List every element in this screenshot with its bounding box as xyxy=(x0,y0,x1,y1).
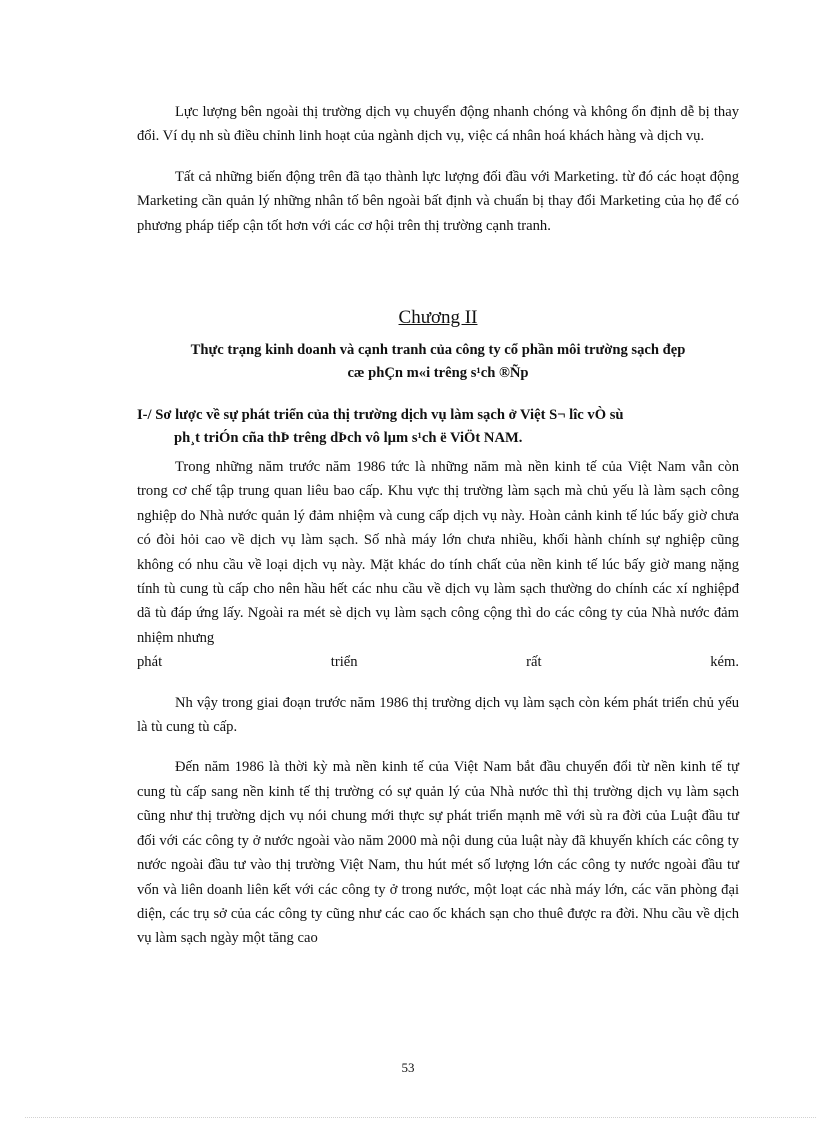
paragraph-3-last-line: phát triển rất kém. xyxy=(137,654,739,671)
paragraph-3: Trong những năm trước năm 1986 tức là những năm mà nền kinh tế của Việt Nam vẫn còn trong cơ chế tập trung quan liêu bao cấp. Khu vực thị trường làm sạch mà chủ yếu là làm sạch công nghiệp do Nhà nước quản lý đảm nhiệm và cung cấp dịch vụ này. Hoàn cảnh kinh tế lúc bấy giờ chưa có đòi hỏi cao về dịch vụ làm sạch. Số nhà máy lớn chưa nhiều, khối hành chính sự nghiệp cũng không có nhu cầu về loại dịch vụ này. Mặt khác do tính chất của nền kinh tế lúc bấy giờ mang nặng tính tù cung tù cấp cho nên hầu hết các nhu cầu về dịch vụ làm sạch thường do chính các xí nghiệpđ dã tù đáp ứng lấy. Ngoài ra mét sè dịch vụ làm sạch công cộng thì do các công ty của Nhà nước đảm nhiệm nhưng xyxy=(137,459,739,646)
paragraph-1: Lực lượng bên ngoài thị trường dịch vụ chuyển động nhanh chóng và không ổn định dễ bị thay đổi. Ví dụ nh sù điều chỉnh linh hoạt của ngành dịch vụ, việc cá nhân hoá khách hàng và dịch vụ. xyxy=(137,104,739,145)
section-heading-line2: ph¸t triÓn cña thÞ trêng dÞch vô lµm s¹ch ë ViÖt NAM. xyxy=(174,430,523,446)
chapter-subtitle-line2: cæ phÇn m«i trêng s¹ch ®Ñp xyxy=(347,365,529,381)
paragraph-4: Nh vậy trong giai đoạn trước năm 1986 thị trường dịch vụ làm sạch còn kém phát triển chủ yếu là tù cung tù cấp. xyxy=(137,694,739,736)
section-heading xyxy=(137,404,739,450)
chapter-title: Chương II xyxy=(398,307,478,328)
chapter-heading xyxy=(137,306,739,385)
page-number: 53 xyxy=(401,1060,415,1075)
page-bottom-divider xyxy=(25,1117,816,1118)
section-heading-line1: I-/ Sơ lược về sự phát triển của thị trường dịch vụ làm sạch ở Việt S¬ lîc vÒ sù xyxy=(137,407,624,423)
main-paragraphs xyxy=(137,455,739,967)
paragraph-2: Tất cả những biến động trên đã tạo thành lực lượng đối đầu với Marketing. từ đó các hoạt động Marketing cần quản lý những nhân tố bên ngoài bất định và chuẩn bị thay đổi Marketing của họ để có phương pháp tiếp cận tốt hơn với các cơ hội trên thị trường cạnh tranh. xyxy=(137,168,739,234)
chapter-subtitle-line1: Thực trạng kinh doanh và cạnh tranh của công ty cổ phần môi trường sạch đẹp xyxy=(190,342,686,358)
paragraph-5: Đến năm 1986 là thời kỳ mà nền kinh tế của Việt Nam bắt đầu chuyển đổi từ nền kinh tế tự cung tù cấp sang nền kinh tế thị trường có sự quản lý của Nhà nước thì thị trường dịch vụ làm sạch cũng như thị trường dịch vụ nói chung mới thực sự phát triển mạnh mẽ với sù ra đời của Luật đầu tư đối với các công ty ở nước ngoài vào năm 2000 mà nội dung của luật này đã khuyến khích các công ty nước ngoài đầu tư vào thị trường Việt Nam, thu hút mét số lượng lớn các công ty nước ngoài đầu tư vốn và liên doanh liên kết với các công ty ở trong nước, một loạt các nhà máy lớn, các văn phòng đại diện, các trụ sở của các công ty cũng như các cao ốc khách sạn cho thuê được ra đời. Nhu cầu về dịch vụ làm sạch ngày một tăng cao xyxy=(137,759,739,947)
intro-paragraphs xyxy=(137,100,739,254)
